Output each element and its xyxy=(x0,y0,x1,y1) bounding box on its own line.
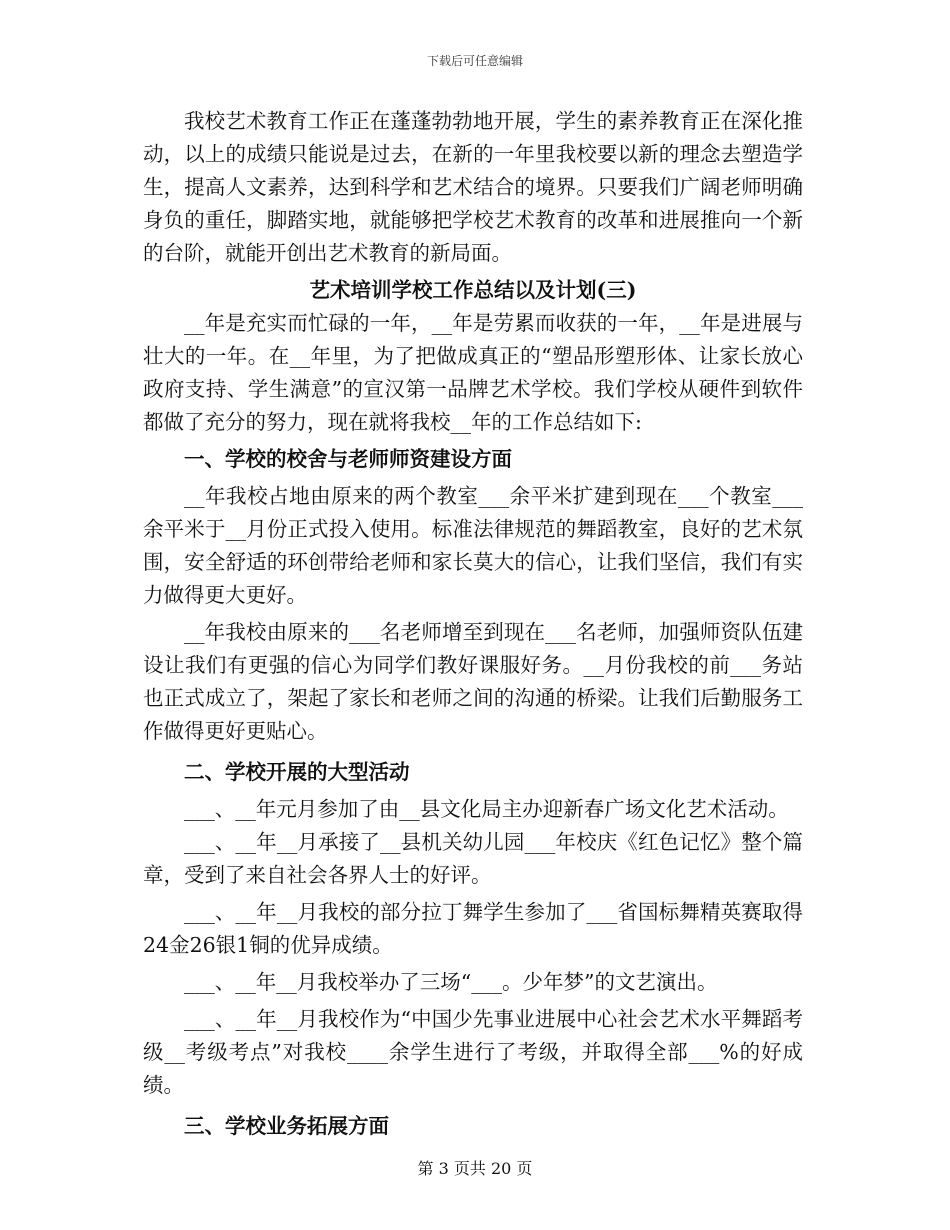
page-header: 下载后可任意编辑 xyxy=(426,54,523,68)
paragraph-intro: 我校艺术教育工作正在蓬蓬勃勃地开展，学生的素养教育正在深化推动，以上的成绩只能说是过去，在新的一年里我校要以新的理念去塑造学生，提高人文素养，达到科学和艺术结合的境界。只要我们广阔老师明确身负的重任，脚踏实地，就能够把学校艺术教育的改革和进展推向一个新的台阶，就能开创出艺术教育的新局面。 xyxy=(143,109,803,265)
page-footer: 第 3 页共 20 页 xyxy=(417,1159,533,1178)
section-heading-2: 二、学校开展的大型活动 xyxy=(184,760,410,784)
activity-item-3: ___、__年__月我校的部分拉丁舞学生参加了___省国标舞精英赛取得24金26银1铜的优异成绩。 xyxy=(143,900,803,957)
section-heading-3: 三、学校业务拓展方面 xyxy=(184,1114,389,1138)
section-heading-1: 一、学校的校舍与老师师资建设方面 xyxy=(184,447,512,471)
document-title: 艺术培训学校工作总结以及计划(三) xyxy=(309,278,637,302)
activity-item-2: ___、__年__月承接了__县机关幼儿园___年校庆《红色记忆》整个篇章，受到了来自社会各界人士的好评。 xyxy=(143,830,803,887)
document-body xyxy=(143,105,803,1143)
paragraph-teachers: __年我校由原来的___名老师增至到现在___名老师，加强师资队伍建设让我们有更强的信心为同学们教好课服好务。__月份我校的前___务站也正式成立了，架起了家长和老师之间的沟通的桥梁。让我们后勤服务工作做得更好更贴心。 xyxy=(143,620,803,743)
activity-item-1: ___、__年元月参加了由__县文化局主办迎新春广场文化艺术活动。 xyxy=(184,797,789,821)
activity-item-5: ___、__年__月我校作为“中国少先事业进展中心社会艺术水平舞蹈考级__考级考点”对我校____余学生进行了考级，并取得全部___%的好成绩。 xyxy=(143,1007,803,1097)
paragraph-facilities: __年我校占地由原来的两个教室___余平米扩建到现在___个教室___余平米于__月份正式投入使用。标准法律规范的舞蹈教室，良好的艺术氛围，安全舒适的环创带给老师和家长莫大的信心，让我们坚信，我们有实力做得更大更好。 xyxy=(143,484,803,607)
paragraph-overview: __年是充实而忙碌的一年，__年是劳累而收获的一年，__年是进展与壮大的一年。在__年里，为了把做成真正的“塑品形塑形体、让家长放心政府支持、学生满意”的宣汉第一品牌艺术学校。我们学校从硬件到软件都做了充分的努力，现在就将我校__年的工作总结如下: xyxy=(143,311,803,434)
activity-item-4: ___、__年__月我校举办了三场“___。少年梦”的文艺演出。 xyxy=(184,970,718,994)
